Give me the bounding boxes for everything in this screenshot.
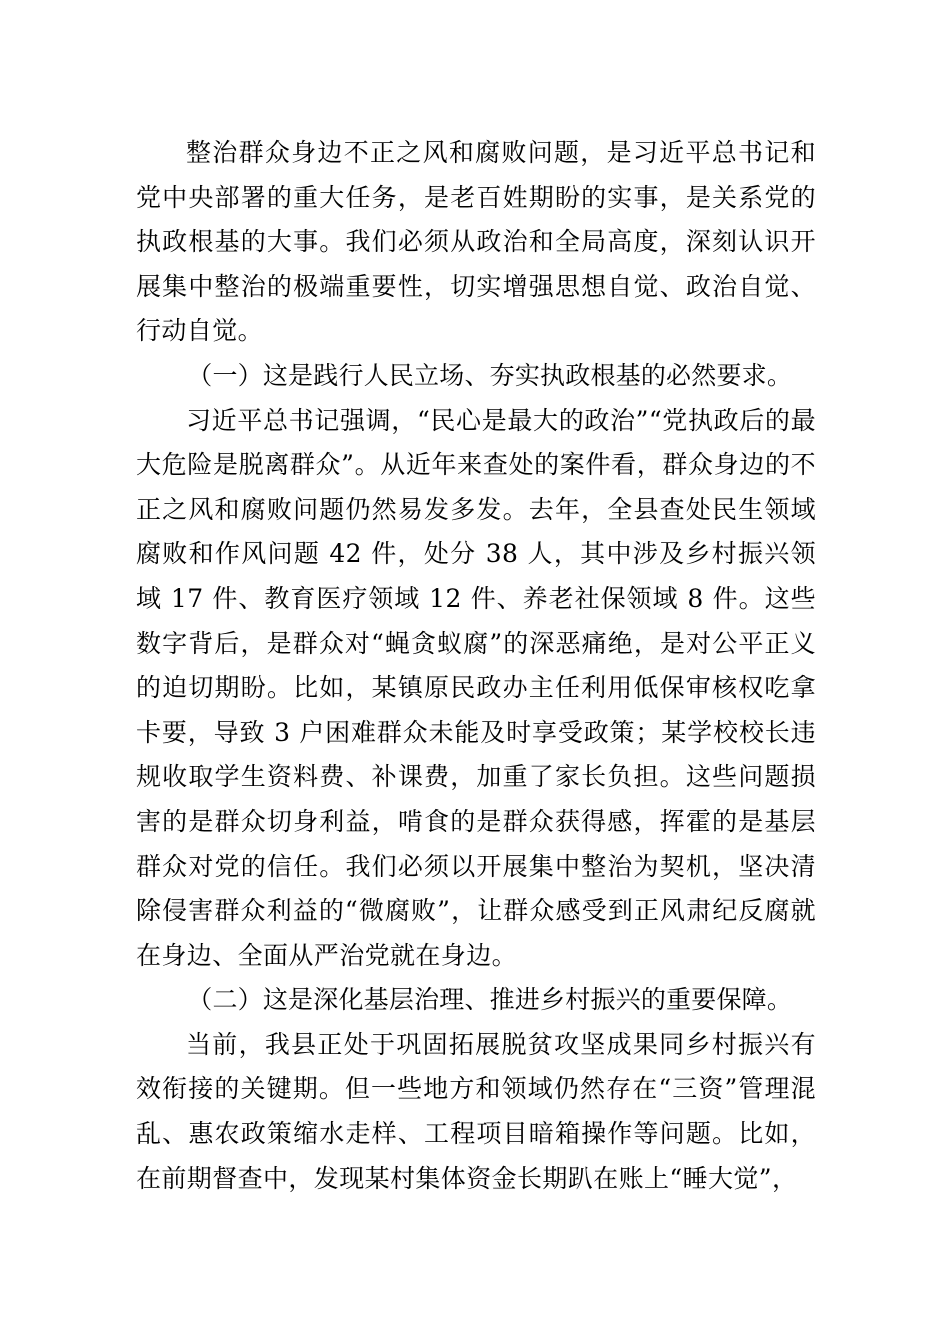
section-heading: （一）这是践行人民立场、夯实执政根基的必然要求。 (187, 360, 793, 390)
document-page (136, 131, 816, 1201)
body-paragraph: 整治群众身边不正之风和腐败问题，是习近平总书记和党中央部署的重大任务，是老百姓期盼的实事，是关系党的执政根基的大事。我们必须从政治和全局高度，深刻认识开展集中整治的极端重要性，切实增强思想自觉、政治自觉、行动自觉。 (136, 138, 816, 346)
body-paragraph: 习近平总书记强调，“民心是最大的政治”“党执政后的最大危险是脱离群众”。从近年来查处的案件看，群众身边的不正之风和腐败问题仍然易发多发。去年，全县查处民生领域腐败和作风问题 42 件，处分 38 人，其中涉及乡村振兴领域 17 件、教育医疗领域 12 件、养老社保领域 8 件。这些数字背后，是群众对“蝇贪蚁腐”的深恶痛绝，是对公平正义的迫切期盼。比如，某镇原民政办主任利用低保审核权吃拿卡要，导致 3 户困难群众未能及时享受政策；某学校校长违规收取学生资料费、补课费，加重了家长负担。这些问题损害的是群众切身利益，啃食的是群众获得感，挥霍的是基层群众对党的信任。我们必须以开展集中整治为契机，坚决清除侵害群众利益的“微腐败”，让群众感受到正风肃纪反腐就在身边、全面从严治党就在身边。 (136, 405, 816, 970)
body-paragraph: 当前，我县正处于巩固拓展脱贫攻坚成果同乡村振兴有效衔接的关键期。但一些地方和领域仍然存在“三资”管理混乱、惠农政策缩水走样、工程项目暗箱操作等问题。比如，在前期督查中，发现某村集体资金长期趴在账上“睡大觉”， (136, 1029, 816, 1193)
section-heading: （二）这是深化基层治理、推进乡村振兴的重要保障。 (187, 985, 793, 1015)
